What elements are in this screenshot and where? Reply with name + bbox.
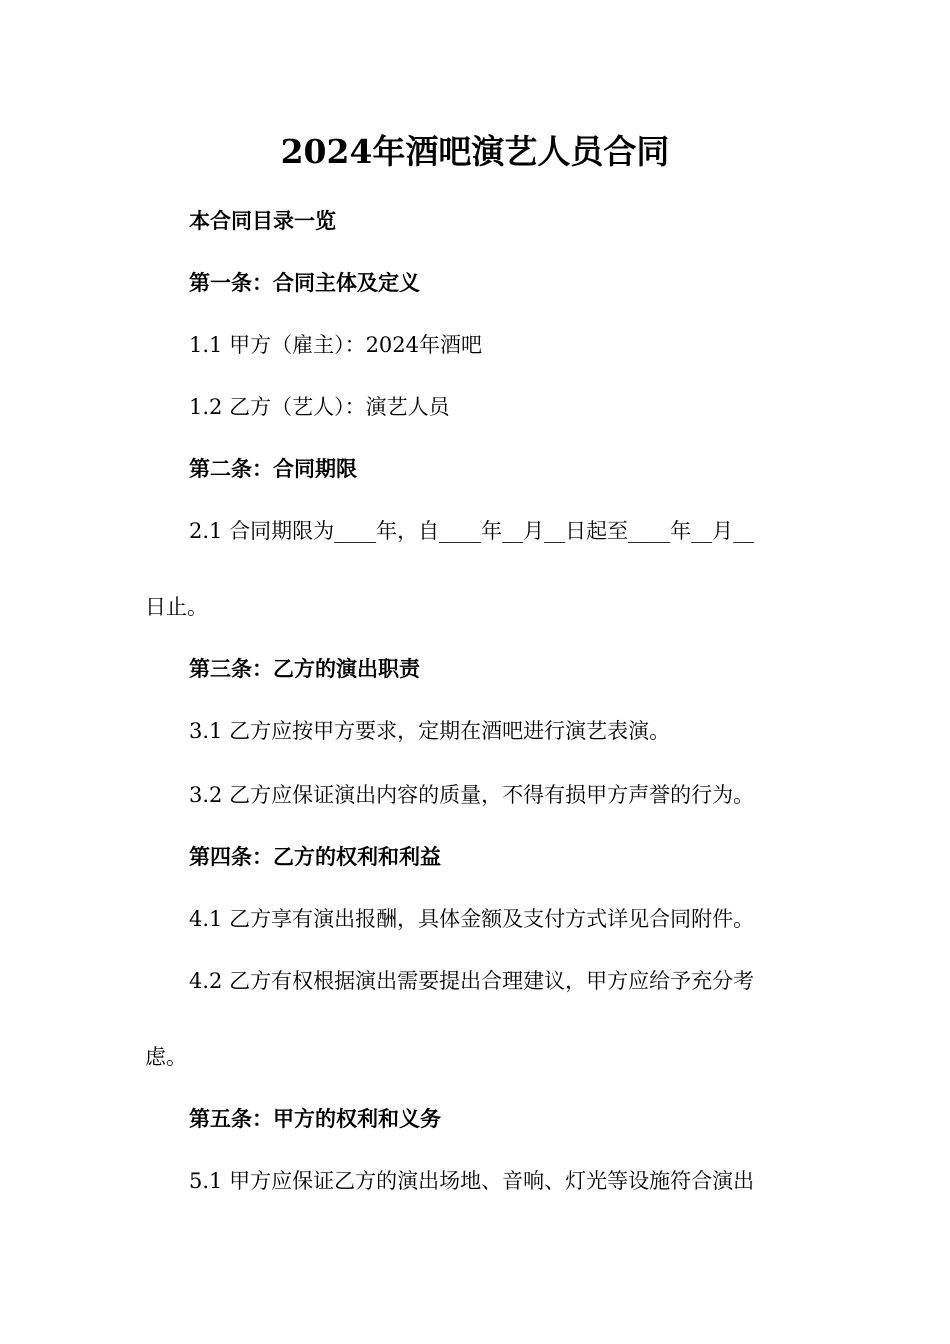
clause-5-1: 5.1 甲方应保证乙方的演出场地、音响、灯光等设施符合演出 — [189, 1169, 755, 1193]
document-title: 2024年酒吧演艺人员合同 — [280, 132, 670, 171]
section-heading-5: 第五条：甲方的权利和义务 — [189, 1106, 441, 1131]
clause-3-1: 3.1 乙方应按甲方要求，定期在酒吧进行演艺表演。 — [189, 719, 671, 743]
section-heading-1: 第一条：合同主体及定义 — [189, 270, 420, 295]
toc-heading: 本合同目录一览 — [189, 208, 336, 233]
clause-4-2-continuation: 虑。 — [145, 1045, 187, 1069]
clause-2-1: 2.1 合同期限为____年，自____年__月__日起至____年__月__ — [189, 519, 755, 543]
clause-1-1: 1.1 甲方（雇主）：2024年酒吧 — [189, 333, 483, 357]
clause-2-1-continuation: 日止。 — [145, 595, 208, 619]
clause-4-2: 4.2 乙方有权根据演出需要提出合理建议，甲方应给予充分考 — [189, 969, 755, 993]
section-heading-4: 第四条：乙方的权利和利益 — [189, 844, 441, 869]
section-heading-3: 第三条：乙方的演出职责 — [189, 656, 420, 681]
clause-4-1: 4.1 乙方享有演出报酬，具体金额及支付方式详见合同附件。 — [189, 907, 755, 931]
clause-1-2: 1.2 乙方（艺人）：演艺人员 — [189, 395, 450, 419]
clause-3-2: 3.2 乙方应保证演出内容的质量，不得有损甲方声誉的行为。 — [189, 783, 755, 807]
section-heading-2: 第二条：合同期限 — [189, 456, 357, 481]
